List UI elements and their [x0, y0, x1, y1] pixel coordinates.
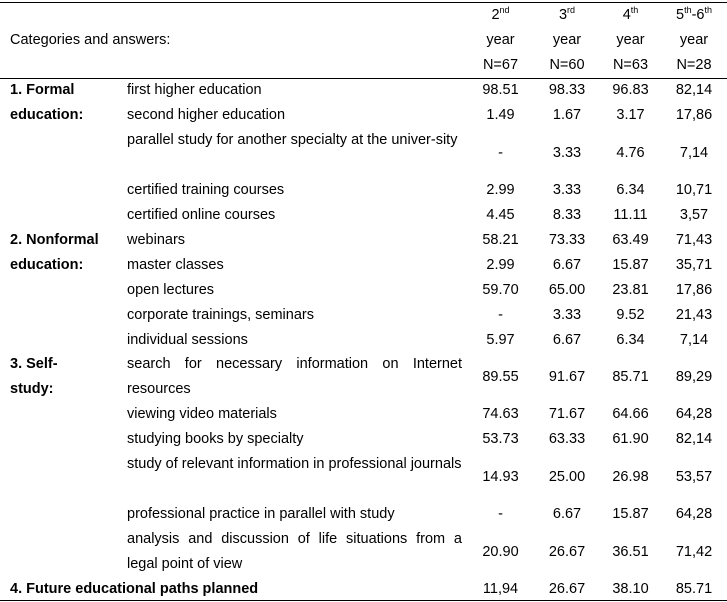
value-cell: 36.51: [612, 544, 649, 560]
table-row: [0, 427, 727, 452]
header-n: N=63: [612, 57, 649, 73]
header-year: year: [552, 32, 582, 48]
value-cell: 64.66: [612, 406, 649, 422]
table-row: [0, 303, 727, 328]
value-cell: 1.67: [552, 107, 582, 123]
table-row: [0, 452, 727, 502]
value-cell: 11,94: [482, 581, 519, 597]
header-year: year: [486, 32, 515, 48]
table-row: [0, 278, 727, 303]
answer-label: individual sessions: [127, 332, 248, 348]
header-col-4th: [601, 3, 660, 78]
value-cell: 59.70: [482, 282, 519, 298]
value-cell: 61.90: [612, 431, 649, 447]
value-cell: 5.97: [486, 332, 515, 348]
answer-label: second higher education: [127, 107, 286, 123]
value-cell: 8.33: [552, 207, 582, 223]
header-ordinal: 5th-6th: [675, 5, 712, 23]
value-cell: 9.52: [616, 307, 645, 323]
answer-label: certified online courses: [127, 207, 276, 223]
value-cell: 11.11: [613, 207, 648, 223]
header-n: N=67: [482, 57, 519, 73]
value-cell: 6.67: [552, 257, 582, 273]
value-cell: 2.99: [486, 257, 515, 273]
value-cell: 89.55: [482, 369, 519, 385]
value-cell: 82,14: [675, 431, 713, 447]
header-n: N=60: [549, 57, 585, 73]
value-cell: 25.00: [548, 469, 586, 485]
header-ordinal: 2nd: [491, 5, 510, 23]
value-cell: 6.34: [616, 332, 645, 348]
value-cell: 1.49: [486, 107, 515, 123]
value-cell: 63.49: [612, 232, 649, 248]
value-cell: 71.67: [548, 406, 586, 422]
value-cell: 6.67: [552, 332, 582, 348]
value-cell: 3.17: [616, 107, 645, 123]
value-cell: 6.34: [616, 182, 645, 198]
value-cell: 82,14: [675, 82, 713, 98]
answer-label: open lectures: [127, 282, 215, 298]
value-cell: 63.33: [548, 431, 586, 447]
value-cell: 85.71: [612, 369, 649, 385]
header-n: N=28: [676, 57, 712, 73]
value-cell: 17,86: [675, 107, 713, 123]
value-cell: 64,28: [675, 506, 713, 522]
category-label: 4. Future educational paths planned: [10, 581, 259, 597]
value-cell: 2.99: [486, 182, 515, 198]
answer-label: master classes: [127, 257, 224, 273]
value-cell: 71,43: [675, 232, 713, 248]
header-year: year: [679, 32, 709, 48]
header-col-3rd: [537, 3, 597, 78]
table-row: [0, 527, 727, 577]
table-row: [0, 352, 727, 402]
value-cell: 7,14: [679, 145, 709, 161]
value-cell: 91.67: [548, 369, 586, 385]
header-col-5th-6th: [664, 3, 724, 78]
category-label: 1. Formal education:: [10, 82, 84, 123]
value-cell: 71,42: [675, 544, 713, 560]
value-cell: 73.33: [548, 232, 586, 248]
header-year: year: [616, 32, 645, 48]
answer-label: analysis and discussion of life situations from a legal point of view: [127, 531, 462, 572]
value-cell: -: [498, 307, 503, 323]
table-row: [0, 502, 727, 527]
answer-label: certified training courses: [127, 182, 285, 198]
value-cell: 38.10: [612, 581, 649, 597]
answer-label: viewing video materials: [127, 406, 277, 422]
value-cell: 23.81: [612, 282, 649, 298]
category-label: 2. Nonformal education:: [10, 232, 99, 273]
answer-label: studying books by specialty: [127, 431, 304, 447]
header-label: Categories and answers:: [10, 32, 171, 48]
value-cell: 85.71: [675, 581, 713, 597]
value-cell: 98.33: [548, 82, 586, 98]
table-row: [0, 577, 727, 600]
value-cell: 10,71: [675, 182, 713, 198]
value-cell: 58.21: [482, 232, 519, 248]
table-row: [0, 203, 727, 228]
value-cell: 7,14: [679, 332, 709, 348]
table-bottom-rule: [0, 600, 727, 601]
table-row: [0, 328, 727, 352]
value-cell: 4.76: [616, 145, 645, 161]
value-cell: 4.45: [486, 207, 515, 223]
value-cell: 14.93: [482, 469, 519, 485]
value-cell: 53.73: [482, 431, 519, 447]
value-cell: -: [498, 145, 503, 161]
value-cell: -: [498, 506, 503, 522]
value-cell: 15.87: [612, 257, 649, 273]
value-cell: 3.33: [552, 145, 582, 161]
category-label: 3. Self- study:: [10, 356, 58, 397]
value-cell: 3.33: [552, 182, 582, 198]
value-cell: 64,28: [675, 406, 713, 422]
answer-label: parallel study for another specialty at the univer-sity: [127, 132, 458, 148]
answer-label: corporate trainings, seminars: [127, 307, 314, 323]
value-cell: 3,57: [679, 207, 709, 223]
value-cell: 15.87: [612, 506, 649, 522]
value-cell: 6.67: [552, 506, 582, 522]
header-ordinal: 3rd: [558, 5, 576, 23]
header-col-2nd: [471, 3, 530, 78]
value-cell: 65.00: [548, 282, 586, 298]
value-cell: 74.63: [482, 406, 519, 422]
value-cell: 53,57: [675, 469, 713, 485]
value-cell: 20.90: [482, 544, 519, 560]
answer-label: first higher education: [127, 82, 262, 98]
value-cell: 35,71: [675, 257, 713, 273]
value-cell: 98.51: [482, 82, 519, 98]
answer-label: webinars: [127, 232, 186, 248]
answer-label: professional practice in parallel with study: [127, 506, 395, 522]
value-cell: 26.67: [548, 581, 586, 597]
value-cell: 21,43: [675, 307, 713, 323]
value-cell: 96.83: [612, 82, 649, 98]
table-row: [0, 253, 727, 278]
value-cell: 89,29: [675, 369, 713, 385]
table-row: [0, 178, 727, 203]
table-row: [0, 103, 727, 128]
table-row: [0, 128, 727, 178]
value-cell: 26.67: [548, 544, 586, 560]
value-cell: 3.33: [552, 307, 582, 323]
value-cell: 17,86: [675, 282, 713, 298]
answer-label: study of relevant information in professional journals: [127, 456, 462, 472]
table-row: [0, 402, 727, 427]
answer-label: search for necessary information on Internet resources: [127, 356, 462, 397]
value-cell: 26.98: [612, 469, 649, 485]
header-ordinal: 4th: [622, 5, 639, 23]
